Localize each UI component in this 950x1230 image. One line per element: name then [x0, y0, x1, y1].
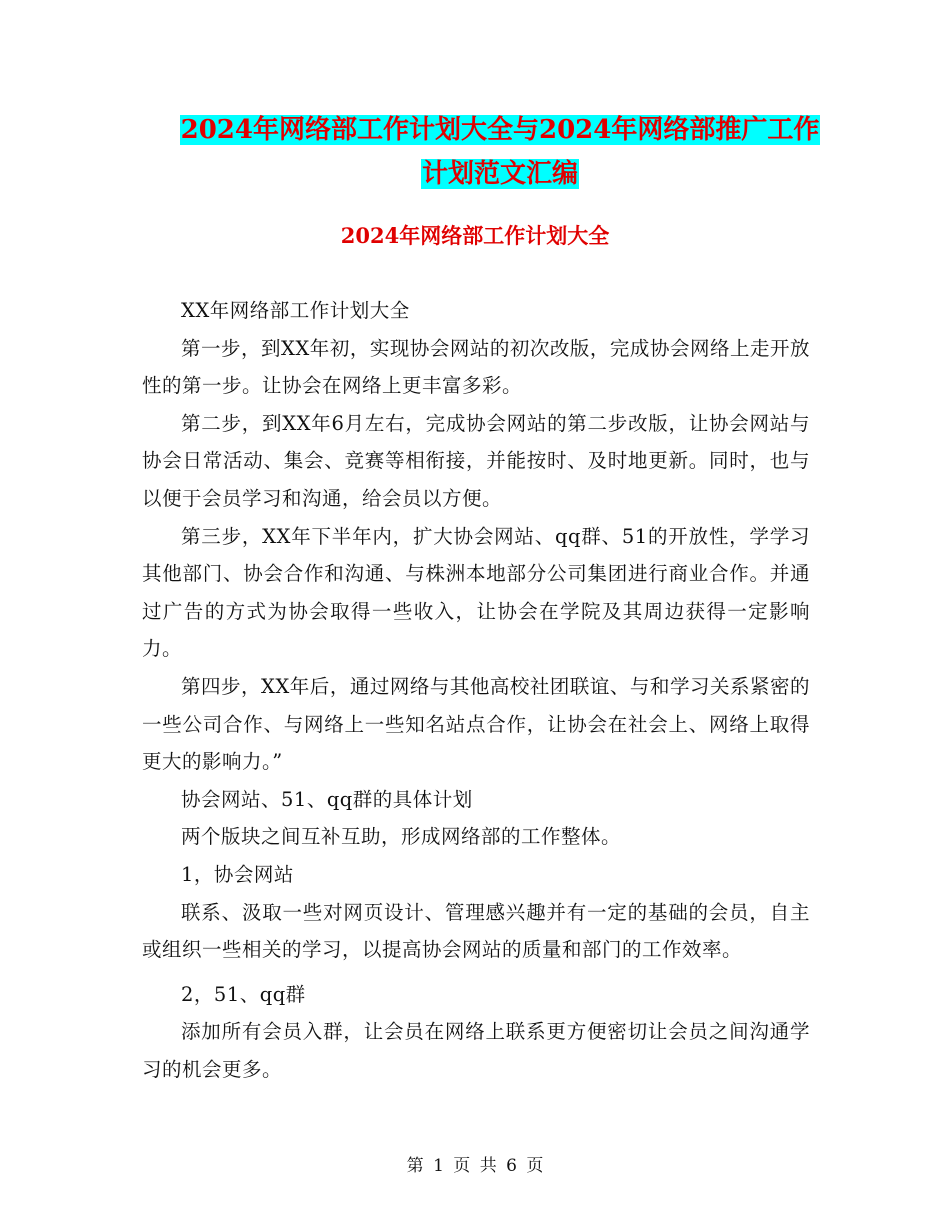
- section-heading: 2024年网络部工作计划大全: [340, 223, 610, 248]
- paragraph: 联系、汲取一些对网页设计、管理感兴趣并有一定的基础的会员，自主或组织一些相关的学习，以提高协会网站的质量和部门的工作效率。: [142, 900, 810, 962]
- paragraph: 第三步，XX年下半年内，扩大协会网站、qq群、51的开放性，学学习其他部门、协会合作和沟通、与株洲本地部分公司集团进行商业合作。并通过广告的方式为协会取得一些收入，让协会在学院及其周边获得一定影响力。: [142, 524, 810, 661]
- paragraph: 两个版块之间互补互助，形成网络部的工作整体。: [181, 825, 622, 849]
- paragraph: 第四步，XX年后，通过网络与其他高校社团联谊、与和学习关系紧密的一些公司合作、与网络上一些知名站点合作，让协会在社会上、网络上取得更大的影响力。”: [142, 674, 810, 774]
- paragraph: 添加所有会员入群，让会员在网络上联系更方便密切让会员之间沟通学习的机会更多。: [142, 1020, 810, 1081]
- document-title-line-1: [100, 108, 900, 152]
- paragraph: 第一步，到XX年初，实现协会网站的初次改版，完成协会网络上走开放性的第一步。让协会在网络上更丰富多彩。: [142, 336, 810, 398]
- paragraph: 协会网站、51、qq群的具体计划: [181, 787, 473, 811]
- page-number-footer: 第 1 页 共 6 页: [406, 1156, 544, 1176]
- paragraph: 第二步，到XX年6月左右，完成协会网站的第二步改版，让协会网站与协会日常活动、集会、竞赛等相衔接，并能按时、及时地更新。同时，也与以便于会员学习和沟通，给会员以方便。: [142, 411, 810, 510]
- document-body: [142, 292, 810, 1088]
- title-highlight: 计划范文汇编: [421, 159, 578, 189]
- document-title-line-2: [100, 152, 900, 196]
- paragraph: 2，51、qq群: [181, 982, 306, 1006]
- title-highlight: 2024年网络部工作计划大全与2024年网络部推广工作: [180, 115, 820, 145]
- paragraph: 1，协会网站: [181, 862, 294, 886]
- paragraph: XX年网络部工作计划大全: [181, 299, 410, 322]
